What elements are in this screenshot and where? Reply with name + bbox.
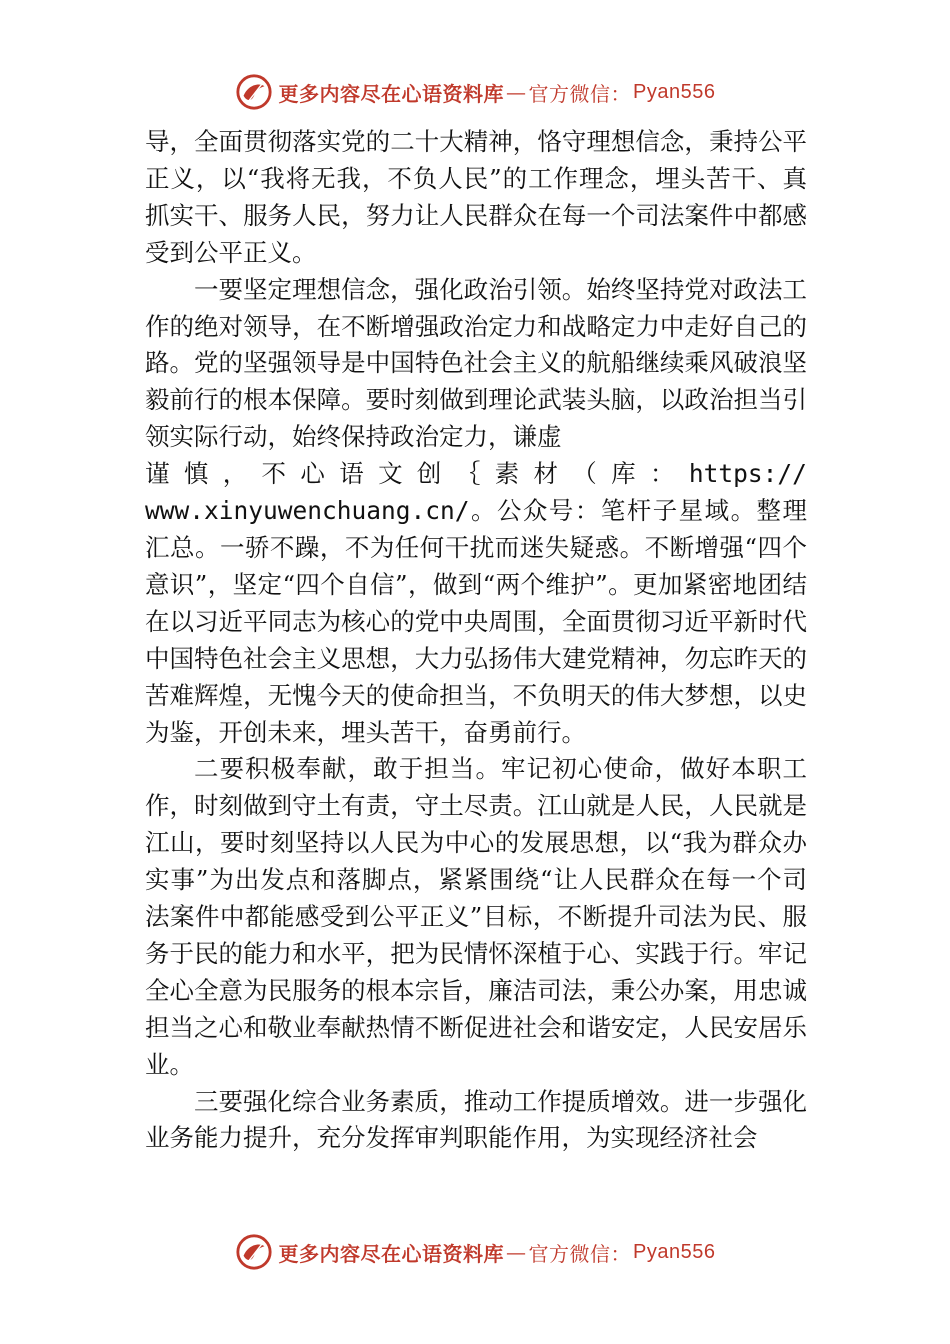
- banner-dash: —: [506, 80, 527, 104]
- paragraph-2-part-b: [145, 493, 807, 751]
- banner-wechat-id: Pyan556: [633, 1240, 716, 1263]
- spread-char: 素: [494, 459, 520, 489]
- spread-char: 语: [339, 459, 364, 489]
- spread-char: ｛: [455, 459, 481, 489]
- footer-banner: [0, 1232, 950, 1272]
- paragraph-2-spread-line: [145, 456, 807, 493]
- spread-char: 谨: [145, 459, 170, 489]
- document-body: [145, 124, 807, 1157]
- spread-char: （: [572, 459, 597, 489]
- spread-char: 慎: [183, 459, 209, 489]
- spread-char: 不: [261, 459, 287, 489]
- header-banner-text: [279, 78, 716, 107]
- spread-char: ，: [222, 459, 248, 489]
- banner-dash: —: [506, 1240, 527, 1264]
- paragraph-1: 导，全面贯彻落实党的二十大精神，恪守理想信念，秉持公平正义，以“我将无我，不负人民”的工作理念，埋头苦干、真抓实干、服务人民，努力让人民群众在每一个司法案件中都感受到公平正义。: [145, 127, 807, 267]
- spread-url-prefix: https://: [688, 459, 807, 489]
- footer-banner-text: [279, 1238, 716, 1267]
- spread-char: 创: [416, 459, 442, 489]
- paragraph-2-continuation: 。公众号：笔杆子星域。整理汇总。一骄不躁，不为任何干扰而迷失疑惑。不断增强“四个意识”，坚定“四个自信”，做到“两个维护”。更加紧密地团结在以习近平同志为核心的党中央周围，全面贯彻习近平新时代中国特色社会主义思想，大力弘扬伟大建党精神，勿忘昨天的苦难辉煌，无愧今天的使命担当，不负明天的伟大梦想，以史为鉴，开创未来，埋头苦干，奋勇前行。: [145, 496, 807, 747]
- spread-char: ：: [649, 459, 675, 489]
- paragraph-2-part-a: 一要坚定理想信念，强化政治引领。始终坚持党对政法工作的绝对领导，在不断增强政治定力和战略定力中走好自己的路。党的坚强领导是中国特色社会主义的航船继续乘风破浪坚毅前行的根本保障。要时刻做到理论武装头脑，以政治担当引领实际行动，始终保持政治定力，谦虚: [145, 274, 807, 452]
- paragraph-4: 三要强化综合业务素质，推动工作提质增效。进一步强化业务能力提升，充分发挥审判职能作用，为实现经济社会: [145, 1086, 807, 1153]
- brand-logo-icon: [235, 1233, 273, 1271]
- header-banner: [0, 72, 950, 112]
- spread-char: 材: [533, 459, 558, 489]
- banner-wechat-id: Pyan556: [633, 80, 716, 103]
- banner-wechat-label: 官方微信：: [528, 1241, 632, 1266]
- banner-title: 更多内容尽在心语资料库: [278, 1241, 505, 1266]
- banner-title: 更多内容尽在心语资料库: [278, 81, 505, 106]
- brand-logo-icon: [235, 73, 273, 111]
- spread-char: 心: [300, 459, 325, 489]
- spread-char: 文: [378, 459, 403, 489]
- paragraph-3: 二要积极奉献，敢于担当。牢记初心使命，做好本职工作，时刻做到守土有责，守土尽责。江山就是人民，人民就是江山，要时刻坚持以人民为中心的发展思想，以“我为群众办实事”为出发点和落脚点，紧紧围绕“让人民群众在每一个司法案件中都能感受到公平正义”目标，不断提升司法为民、服务于民的能力和水平，把为民情怀深植于心、实践于行。牢记全心全意为民服务的根本宗旨，廉洁司法，秉公办案，用忠诚担当之心和敬业奉献热情不断促进社会和谐安定，人民安居乐业。: [145, 754, 807, 1079]
- website-url: www.xinyuwenchuang.cn/: [145, 496, 470, 526]
- spread-char: 库: [611, 459, 636, 489]
- banner-wechat-label: 官方微信：: [528, 81, 632, 106]
